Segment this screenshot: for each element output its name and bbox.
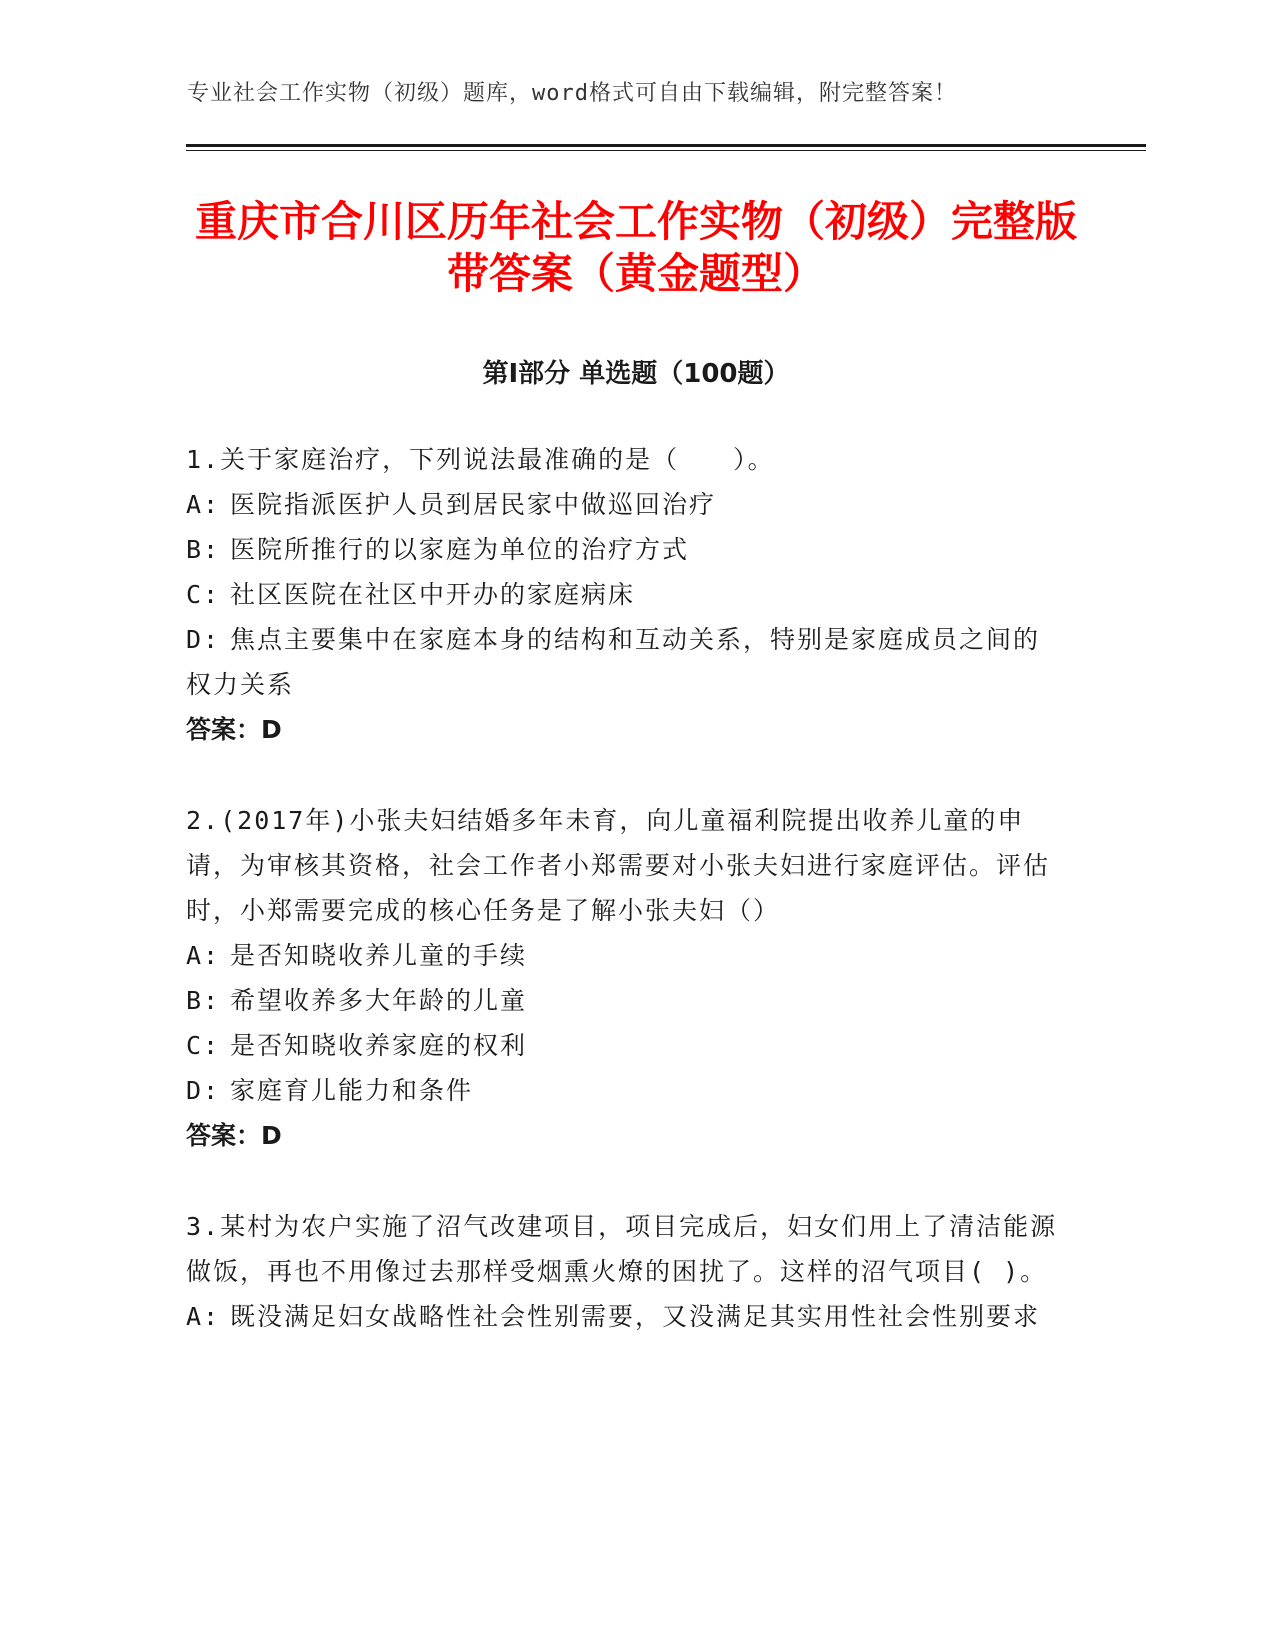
option-key: A: [186, 490, 221, 519]
option-key: D: [186, 1076, 221, 1105]
question-3 [186, 1204, 1066, 1339]
header-rule-thin [186, 150, 1146, 151]
option-d [186, 617, 1066, 707]
question-stem: 1.关于家庭治疗，下列说法最准确的是（ ）。 [186, 445, 775, 474]
page-header-text: 专业社会工作实物（初级）题库，word格式可自由下载编辑，附完整答案！ [187, 81, 957, 106]
option-key: B: [186, 986, 221, 1015]
option-text: 既没满足妇女战略性社会性别需要，又没满足其实用性社会性别要求 [230, 1302, 1041, 1331]
option-text: 家庭育儿能力和条件 [230, 1076, 474, 1105]
option-text: 医院所推行的以家庭为单位的治疗方式 [230, 535, 690, 564]
option-a [186, 1294, 1066, 1339]
answer-line: 答案：D [186, 1121, 282, 1150]
option-a [186, 482, 1066, 527]
option-b [186, 978, 1066, 1023]
section-title: 第Ⅰ部分 单选题（100题） [482, 359, 790, 389]
question-stem: 2.(2017年)小张夫妇结婚多年未育，向儿童福利院提出收养儿童的申请，为审核其资格，社会工作者小郑需要对小张夫妇进行家庭评估。评估时，小郑需要完成的核心任务是了解小张夫妇（） [186, 806, 1051, 925]
option-key: A: [186, 941, 221, 970]
option-text: 希望收养多大年龄的儿童 [230, 986, 528, 1015]
question-1 [186, 437, 1066, 752]
header-rule-thick [186, 144, 1146, 147]
question-2 [186, 798, 1066, 1158]
option-text: 社区医院在社区中开办的家庭病床 [230, 580, 636, 609]
answer-line: 答案：D [186, 715, 282, 744]
document-title: 重庆市合川区历年社会工作实物（初级）完整版带答案（黄金题型） [194, 197, 1077, 298]
option-key: C: [186, 1031, 221, 1060]
option-text: 是否知晓收养儿童的手续 [230, 941, 528, 970]
option-key: C: [186, 580, 221, 609]
option-key: A: [186, 1302, 221, 1331]
question-stem: 3.某村为农户实施了沼气改建项目，项目完成后，妇女们用上了清洁能源做饭，再也不用像过去那样受烟熏火燎的困扰了。这样的沼气项目( )。 [186, 1212, 1058, 1286]
option-b [186, 527, 1066, 572]
option-text: 焦点主要集中在家庭本身的结构和互动关系，特别是家庭成员之间的权力关系 [186, 625, 1041, 699]
option-c [186, 1023, 1066, 1068]
option-text: 是否知晓收养家庭的权利 [230, 1031, 528, 1060]
option-a [186, 933, 1066, 978]
option-d [186, 1068, 1066, 1113]
option-c [186, 572, 1066, 617]
option-key: B: [186, 535, 221, 564]
option-key: D: [186, 625, 221, 654]
question-list [186, 437, 1066, 1385]
option-text: 医院指派医护人员到居民家中做巡回治疗 [230, 490, 717, 519]
